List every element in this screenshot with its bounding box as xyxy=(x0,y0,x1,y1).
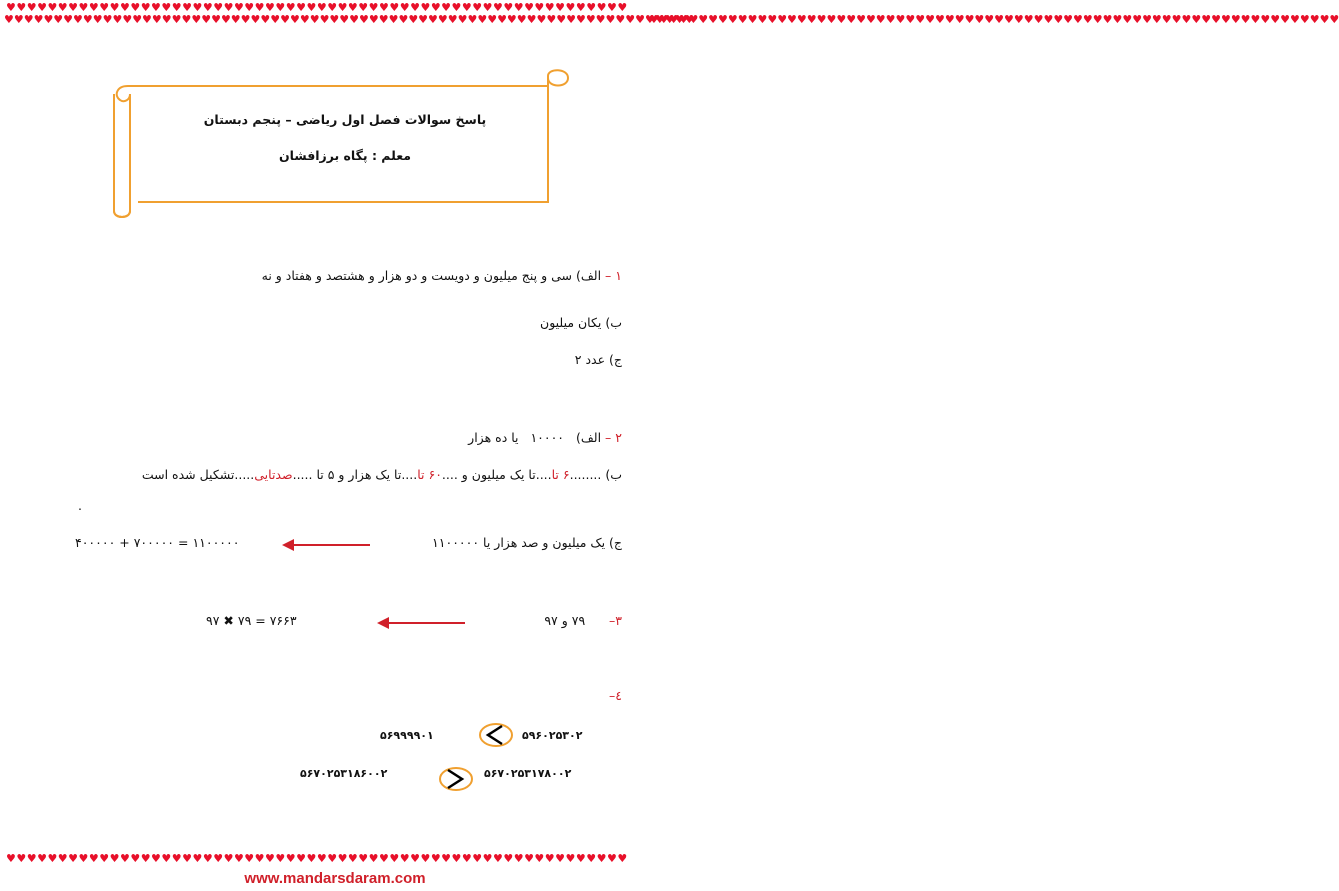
q2-b-answer: صدتایی xyxy=(254,467,293,482)
q2-number: ۲ – xyxy=(605,430,622,445)
q2-b-answer: ۶۰ تا xyxy=(417,467,442,482)
q2-part-c: ج) یک میلیون و صد هزار یا ۱۱۰۰۰۰۰ xyxy=(432,535,622,550)
q3-text: ۷۹ و ۹۷ xyxy=(544,613,586,628)
q2-part-a xyxy=(468,430,622,445)
q2-b-dot: . xyxy=(78,498,82,513)
q2-part-b xyxy=(142,467,622,482)
heart-border-bottom: ♥♥♥♥♥♥♥♥♥♥♥♥♥♥♥♥♥♥♥♥♥♥♥♥♥♥♥♥♥♥♥♥♥♥♥♥♥♥♥♥♥♥♥♥♥♥♥♥♥♥♥♥♥♥♥♥♥♥♥♥ xyxy=(6,852,628,865)
arrow-left-icon xyxy=(280,538,372,552)
q2-c-equation: ۱۱۰۰۰۰۰ = ۷۰۰۰۰۰ + ۴۰۰۰۰۰ xyxy=(75,535,240,550)
heart-border-top: ♥♥♥♥♥♥♥♥♥♥♥♥♥♥♥♥♥♥♥♥♥♥♥♥♥♥♥♥♥♥♥♥♥♥♥♥♥♥♥♥♥♥♥♥♥♥♥♥♥♥♥♥♥♥♥♥♥♥♥♥ xyxy=(6,1,628,14)
q2-b-seg: .....تشکیل شده است xyxy=(141,467,255,482)
q4-row2-left: ۵۶۷۰۲۵۳۱۸۶۰۰۲ xyxy=(300,767,388,780)
q2-a-value: ۱۰۰۰۰ xyxy=(530,430,565,445)
q1-part-c: ج) عدد ۲ xyxy=(574,352,622,367)
q3-line xyxy=(544,613,622,628)
q2-b-seg: ب) ........ xyxy=(569,467,622,482)
q4-row2-right: ۵۶۷۰۲۵۳۱۷۸۰۰۲ xyxy=(484,767,572,780)
q2-b-seg: ....تا یک هزار و ۵ تا ..... xyxy=(292,467,418,482)
q4-number: ٤– xyxy=(609,688,622,703)
q1-number: ۱ – xyxy=(605,268,622,283)
less-than-circle-icon xyxy=(478,721,514,749)
q2-a-text: یا ده هزار xyxy=(468,430,519,445)
q1-a-text: الف) سی و پنج میلیون و دویست و دو هزار و هشتصد و هفتاد و نه xyxy=(261,268,602,283)
q2-b-seg: ....تا یک میلیون و .... xyxy=(441,467,552,482)
scroll-banner xyxy=(108,66,578,221)
q2-b-answer: ۶ تا xyxy=(551,467,570,482)
heart-border-left: ♥♥♥♥♥♥♥♥♥♥♥♥♥♥♥♥♥♥♥♥♥♥♥♥♥♥♥♥♥♥♥♥♥♥♥♥♥♥♥♥♥♥♥♥♥♥♥♥♥♥♥♥♥♥♥♥♥♥♥♥♥♥♥♥♥♥♥♥♥♥ xyxy=(4,13,695,26)
arrow-left-icon xyxy=(375,616,467,630)
footer-url[interactable]: www.mandarsdaram.com xyxy=(244,870,426,887)
q2-a-label: الف) xyxy=(575,430,602,445)
heart-border-right: ♥♥♥♥♥♥♥♥♥♥♥♥♥♥♥♥♥♥♥♥♥♥♥♥♥♥♥♥♥♥♥♥♥♥♥♥♥♥♥♥♥♥♥♥♥♥♥♥♥♥♥♥♥♥♥♥♥♥♥♥♥♥♥♥♥♥♥♥♥♥ xyxy=(649,13,1339,26)
q4-row1-right: ۵۹۶۰۲۵۳۰۲ xyxy=(522,729,583,742)
q4-row1-left: ۵۶۹۹۹۹۰۱ xyxy=(380,729,434,742)
banner-teacher: معلم : پگاه برزافشان xyxy=(278,148,411,163)
q1-part-b: ب) یکان میلیون xyxy=(540,315,622,330)
q3-equation: ۷۶۶۳ = ۷۹ ✖ ۹۷ xyxy=(206,613,297,628)
greater-than-circle-icon xyxy=(438,765,474,793)
banner-title: پاسخ سوالات فصل اول ریاضی – پنجم دبستان xyxy=(203,112,487,127)
q3-number: ۳– xyxy=(609,613,622,628)
q1-part-a xyxy=(262,268,622,283)
